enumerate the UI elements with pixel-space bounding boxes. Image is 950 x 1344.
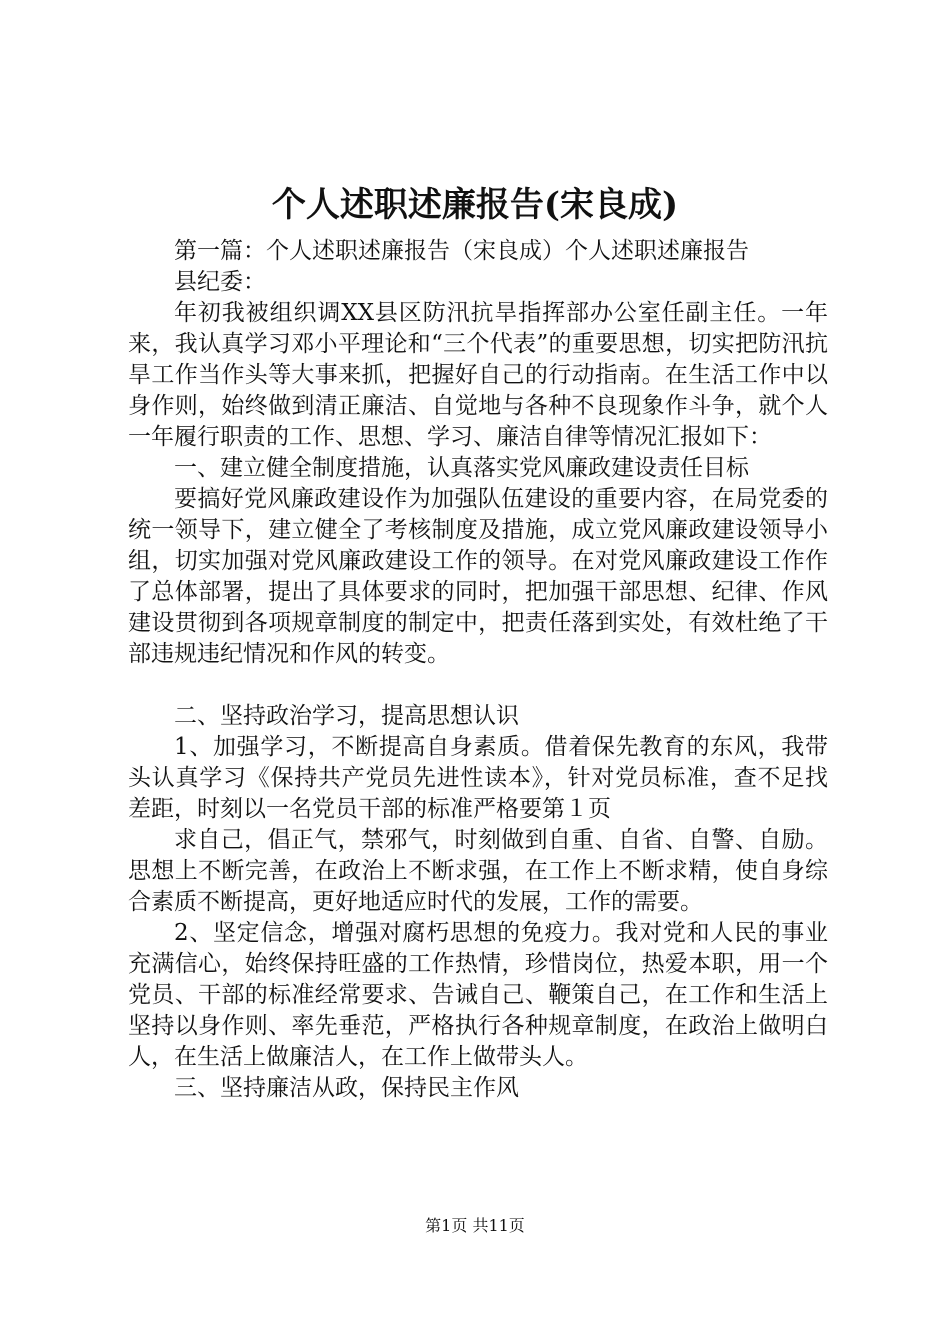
document-title: 个人述职述廉报告(宋良成) <box>271 185 679 225</box>
page-footer: 第1页 共11页 <box>425 1216 525 1235</box>
paragraph-item-1: 1、加强学习，不断提高自身素质。借着保先教育的东风，我带头认真学习《保持共产党员先进性读本》，针对党员标准，查不足找差距，时刻以一名党员干部的标准严格要第１页 <box>128 734 828 822</box>
document-body <box>128 236 828 1104</box>
paragraph-item-2: 2、坚定信念，增强对腐朽思想的免疫力。我对党和人民的事业充满信心，始终保持旺盛的工作热情，珍惜岗位，热爱本职，用一个党员、干部的标准经常要求、告诫自己、鞭策自己，在工作和生活上坚持以身作则、率先垂范，严格执行各种规章制度，在政治上做明白人，在生活上做廉洁人，在工作上做带头人。 <box>128 920 828 1070</box>
paragraph-addressee: 县纪委： <box>174 269 266 295</box>
section-heading-1: 一、建立健全制度措施，认真落实党风廉政建设责任目标 <box>174 455 749 481</box>
section-heading-3: 三、坚持廉洁从政，保持民主作风 <box>174 1075 519 1101</box>
section-heading-2: 二、坚持政治学习，提高思想认识 <box>174 703 519 729</box>
paragraph-intro: 年初我被组织调XX县区防汛抗旱指挥部办公室任副主任。一年来，我认真学习邓小平理论和“三个代表”的重要思想，切实把防汛抗旱工作当作头等大事来抓，把握好自己的行动指南。在生活工作中以身作则，始终做到清正廉洁、自觉地与各种不良现象作斗争，就个人一年履行职责的工作、思想、学习、廉洁自律等情况汇报如下： <box>128 300 828 450</box>
paragraph-heading: 第一篇：个人述职述廉报告（宋良成）个人述职述廉报告 <box>174 238 749 264</box>
paragraph-section-1: 要搞好党风廉政建设作为加强队伍建设的重要内容，在局党委的统一领导下，建立健全了考核制度及措施，成立党风廉政建设领导小组，切实加强对党风廉政建设工作的领导。在对党风廉政建设工作作了总体部署，提出了具体要求的同时，把加强干部思想、纪律、作风建设贯彻到各项规章制度的制定中，把责任落到实处，有效杜绝了干部违规违纪情况和作风的转变。 <box>128 486 828 667</box>
paragraph-item-1-continued: 求自己，倡正气，禁邪气，时刻做到自重、自省、自警、自励。思想上不断完善，在政治上不断求强，在工作上不断求精，使自身综合素质不断提高，更好地适应时代的发展，工作的需要。 <box>128 827 828 915</box>
paragraph-spacer <box>128 670 828 701</box>
